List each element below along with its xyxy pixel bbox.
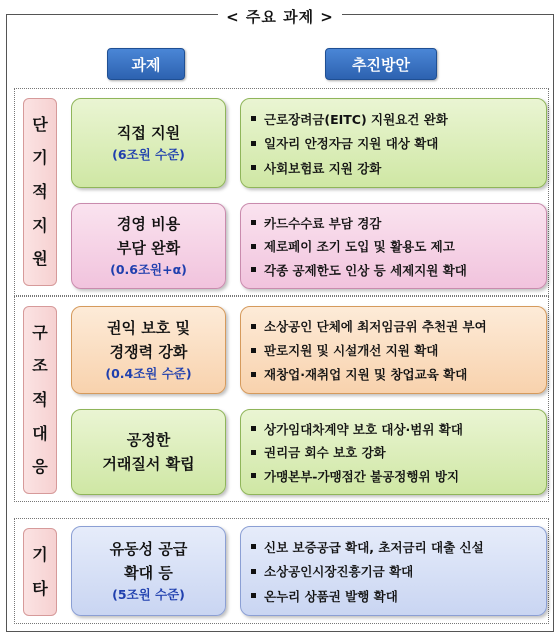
category-label	[23, 306, 57, 494]
plan-box	[240, 526, 547, 616]
group-other	[14, 518, 549, 624]
category-label	[23, 98, 57, 286]
plan-item	[251, 110, 540, 128]
bullet-icon	[251, 244, 256, 249]
bullet-icon	[251, 593, 256, 598]
plan-text: 사회보험료 지원 강화	[264, 160, 382, 176]
plan-item	[251, 214, 540, 232]
bullet-icon	[251, 372, 256, 377]
category-char: 조	[32, 356, 48, 376]
plan-item	[251, 467, 540, 485]
category-char: 지	[32, 215, 48, 235]
bullet-icon	[251, 165, 256, 170]
bullet-icon	[251, 544, 256, 549]
group-short-term	[14, 88, 549, 296]
header-task: 과제	[107, 48, 185, 80]
plan-item	[251, 587, 540, 605]
plan-item	[251, 365, 540, 383]
plan-box	[240, 409, 547, 495]
plan-item	[251, 261, 540, 279]
plan-item	[251, 159, 540, 177]
task-box	[71, 526, 226, 616]
task-line: 확대 등	[124, 564, 173, 582]
category-label	[23, 528, 57, 616]
bullet-icon	[251, 426, 256, 431]
task-line: 경쟁력 강화	[109, 343, 188, 361]
bullet-icon	[251, 116, 256, 121]
plan-item	[251, 562, 540, 580]
plan-text: 제로페이 조기 도입 및 활용도 제고	[264, 239, 455, 254]
plan-text: 온누리 상품권 발행 확대	[264, 588, 398, 604]
task-line: 경영 비용	[116, 215, 181, 233]
plan-box	[240, 203, 547, 289]
category-char: 타	[32, 579, 48, 598]
category-char: 응	[32, 457, 48, 477]
task-line: 직접 지원	[116, 124, 181, 142]
plan-item	[251, 538, 540, 556]
title-wrap	[0, 6, 560, 27]
category-char: 적	[32, 181, 48, 201]
plan-text: 소상공인 단체에 최저임금위 추천권 부여	[264, 319, 487, 334]
plan-text: 권리금 회수 보호 강화	[264, 445, 386, 460]
plan-text: 근로장려금(EITC) 지원요건 완화	[264, 111, 448, 127]
plan-item	[251, 341, 540, 359]
plan-item	[251, 237, 540, 255]
category-char: 기	[32, 545, 48, 564]
task-amount: (6조원 수준)	[112, 147, 185, 162]
plan-text: 상가임대차계약 보호 대상·범위 확대	[264, 421, 463, 437]
plan-item	[251, 443, 540, 461]
task-line: 공정한	[126, 431, 171, 449]
task-line: 거래질서 확립	[102, 455, 195, 473]
plan-text: 판로지원 및 시설개선 지원 확대	[264, 343, 439, 358]
task-line: 권익 보호 및	[107, 319, 190, 337]
plan-item	[251, 420, 540, 438]
task-box	[71, 409, 226, 495]
task-amount: (0.4조원 수준)	[105, 366, 192, 381]
category-char: 구	[32, 322, 48, 342]
plan-box	[240, 306, 547, 394]
plan-text: 가맹본부-가맹점간 불공정행위 방지	[264, 468, 460, 484]
plan-text: 각종 공제한도 인상 등 세제지원 확대	[264, 262, 467, 278]
task-amount: (5조원 수준)	[112, 587, 185, 602]
task-box	[71, 306, 226, 394]
plan-text: 카드수수료 부담 경감	[264, 215, 382, 231]
plan-text: 재창업·재취업 지원 및 창업교육 확대	[264, 367, 468, 382]
bullet-icon	[251, 450, 256, 455]
bullet-icon	[251, 473, 256, 478]
category-char: 기	[32, 148, 48, 168]
bullet-icon	[251, 324, 256, 329]
plan-text: 일자리 안정자금 지원 대상 확대	[264, 136, 439, 151]
bullet-icon	[251, 348, 256, 353]
category-char: 적	[32, 389, 48, 409]
task-line: 부담 완화	[116, 239, 181, 257]
task-box	[71, 203, 226, 289]
page-title: < 주요 과제 >	[218, 6, 342, 27]
plan-box	[240, 98, 547, 188]
bullet-icon	[251, 141, 256, 146]
header-plan: 추진방안	[325, 48, 437, 80]
bullet-icon	[251, 220, 256, 225]
plan-item	[251, 317, 540, 335]
task-amount: (0.6조원+α)	[110, 262, 187, 277]
group-structural	[14, 296, 549, 502]
task-line: 유동성 공급	[109, 540, 188, 558]
category-char: 대	[32, 423, 48, 443]
category-char: 원	[32, 249, 48, 269]
plan-text: 신보 보증공급 확대, 초저금리 대출 신설	[264, 539, 484, 555]
task-box	[71, 98, 226, 188]
bullet-icon	[251, 569, 256, 574]
plan-text: 소상공인시장진흥기금 확대	[264, 564, 414, 579]
category-char: 단	[32, 114, 48, 134]
plan-item	[251, 134, 540, 152]
bullet-icon	[251, 267, 256, 272]
